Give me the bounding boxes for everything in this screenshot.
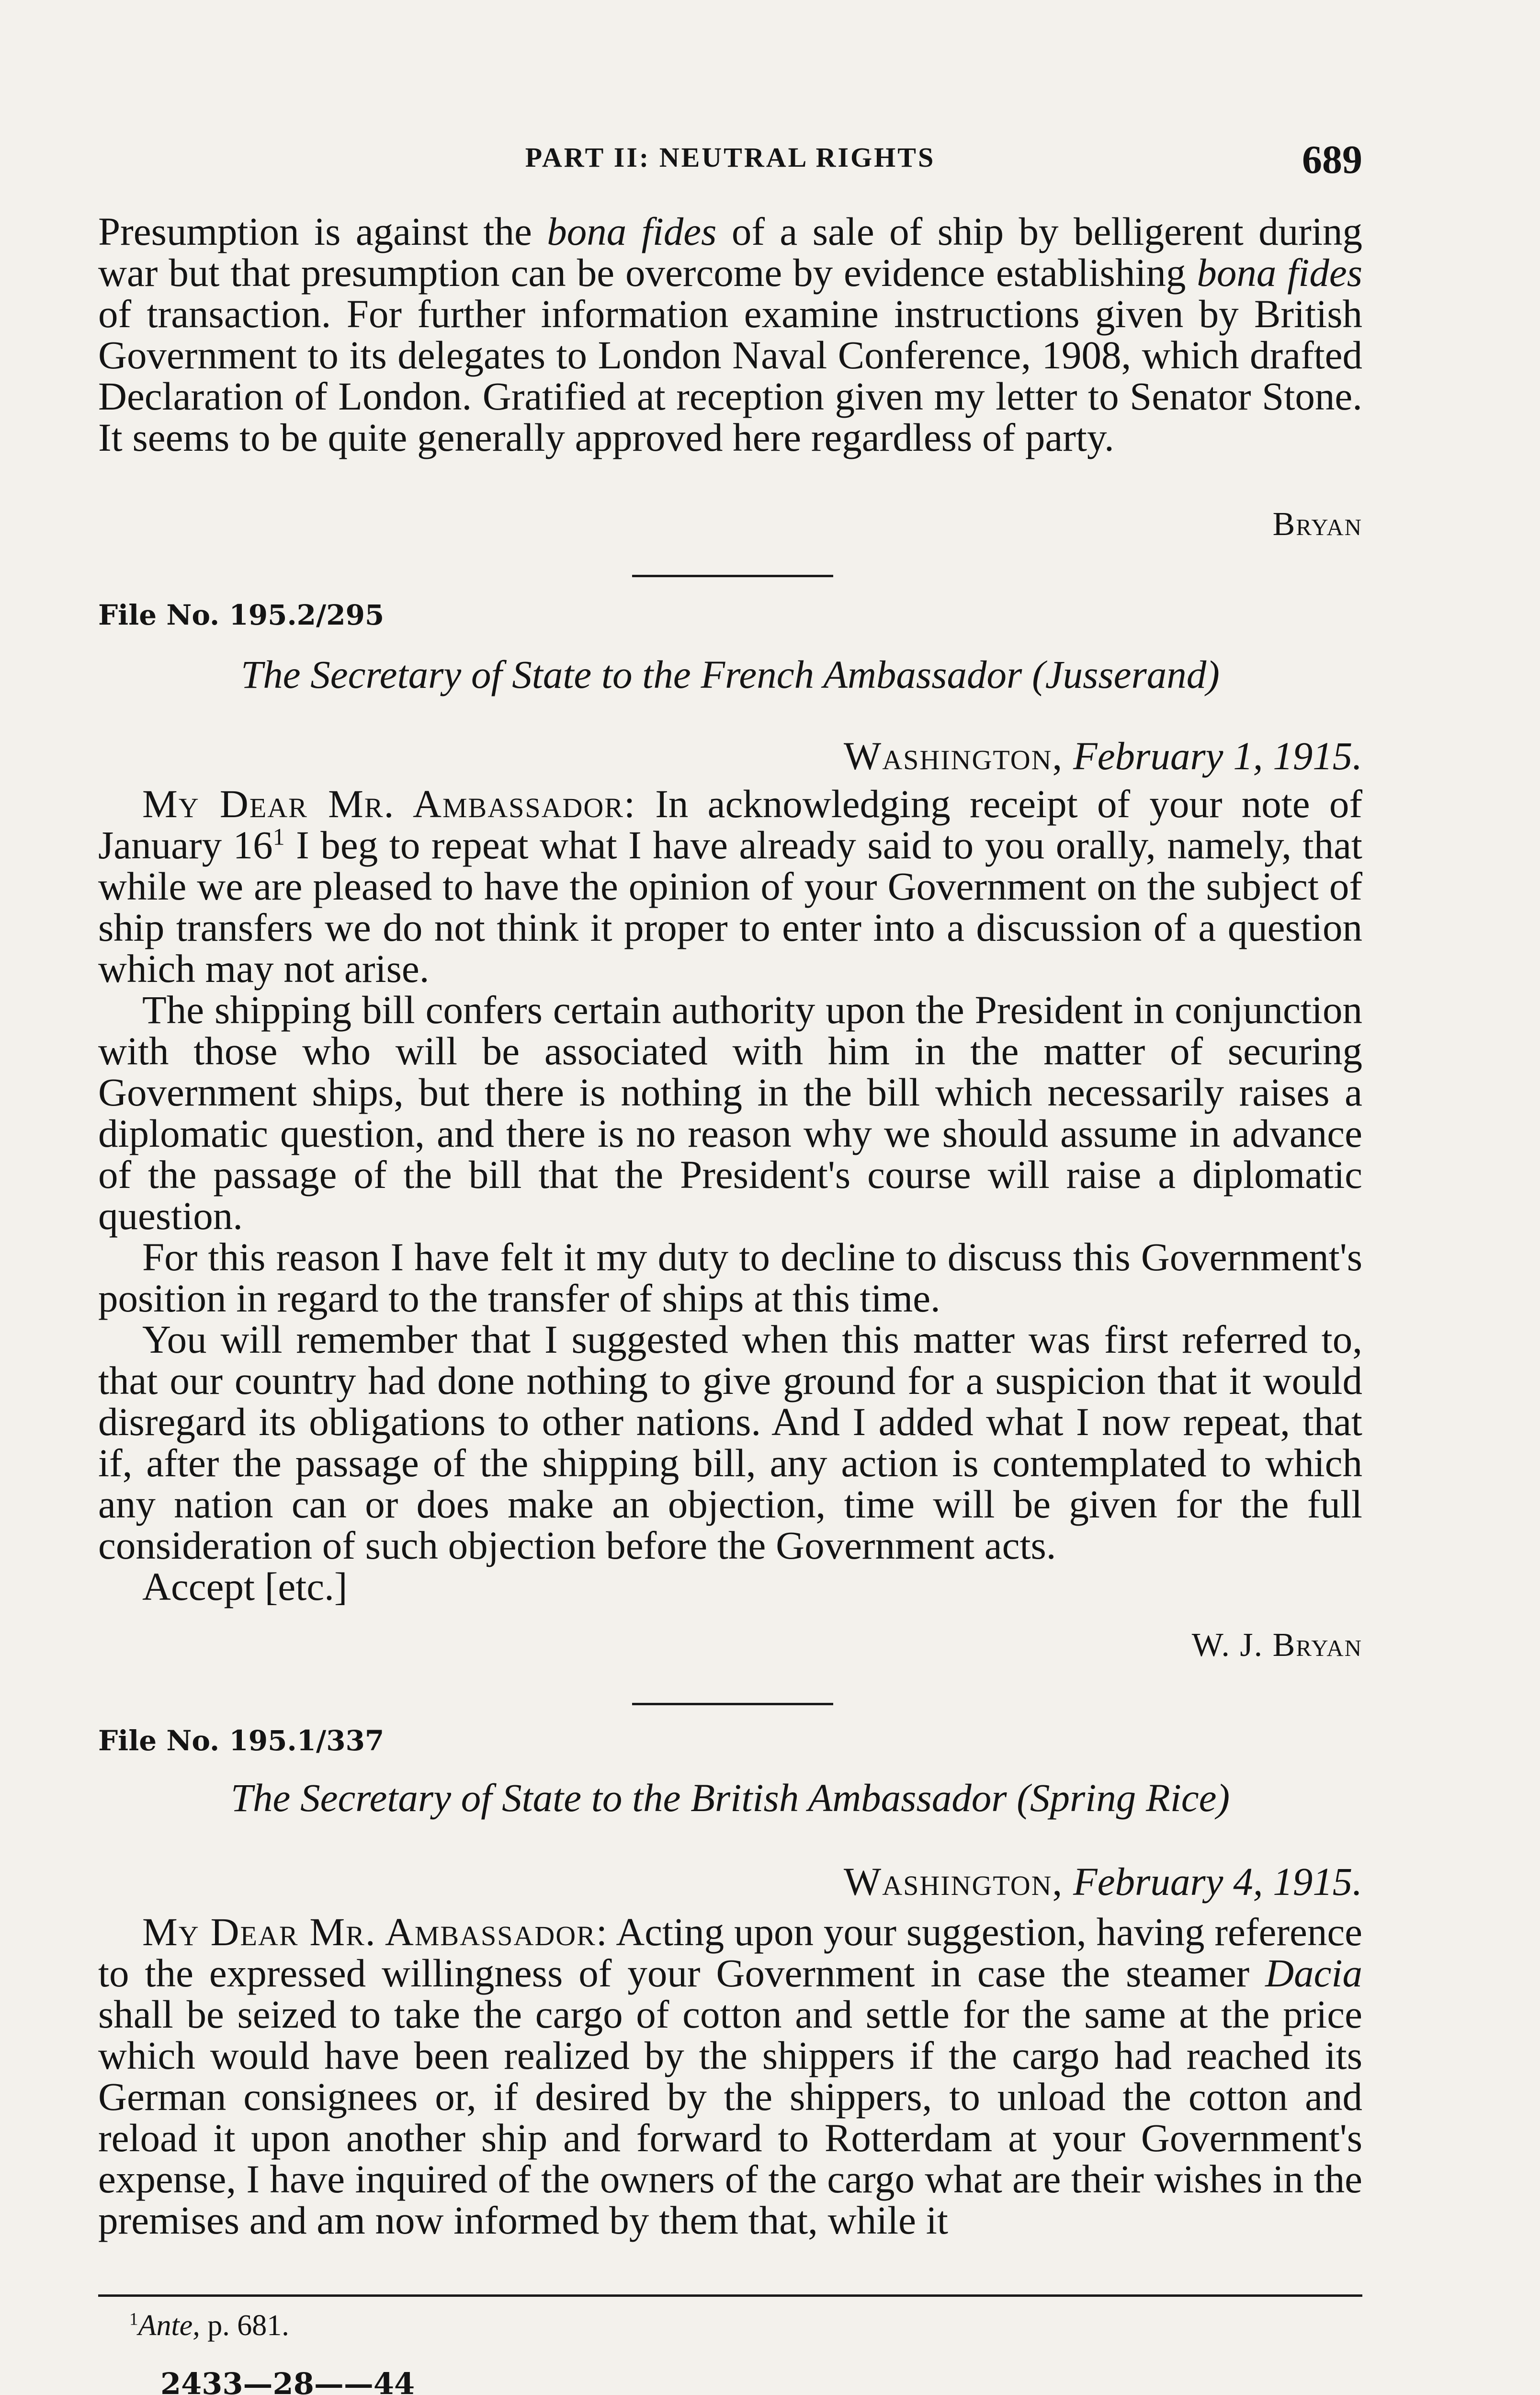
dateline (98, 733, 1362, 779)
paragraph-text: shall be seized to take the cargo of cotton and settle for the same at the price which would have been realized by the shippers if the cargo had reached its German consignees or, if desired by the shippers, to unload the cotton and reload it upon another ship and forward to Rotterdam at your Government's expense, I have inquired of the owners of the cargo what are their wishes in the premises and am now informed by them that, while it (98, 1992, 1362, 2242)
page-number: 689 (1302, 137, 1362, 182)
footnote-page: p. 681. (200, 2309, 289, 2342)
section-divider (632, 575, 833, 577)
running-head (98, 137, 1362, 180)
letter-paragraph (98, 1911, 1362, 2241)
letter-closing: Accept [etc.] (142, 1564, 348, 1608)
latin-term: bona fides (547, 209, 717, 253)
document-title: The Secretary of State to the British Ambassador (Spring Rice) (230, 1776, 1230, 1820)
print-code: 2433—28——44 (160, 2366, 415, 2395)
dateline-city: Washington, (843, 1859, 1064, 1904)
salutation: My Dear Mr. Ambassador: (142, 1910, 608, 1954)
letter-body (98, 1911, 1362, 2241)
file-number: File No. 195.1/337 (98, 1724, 385, 1757)
signature-text: Bryan (1272, 506, 1362, 543)
intro-signature (98, 505, 1362, 544)
signature-text: W. J. Bryan (1191, 1627, 1362, 1664)
letter-paragraph: For this reason I have felt it my duty to decline to discuss this Government's position in regard to the transfer of ships at this time. (98, 1235, 1362, 1320)
salutation: My Dear Mr. Ambassador: (142, 782, 636, 826)
footnote-rule (98, 2294, 1362, 2297)
dateline-date: February 1, 1915. (1073, 734, 1362, 778)
running-title: PART II: NEUTRAL RIGHTS (525, 142, 936, 173)
letter-paragraph (98, 783, 1362, 989)
file-number: File No. 195.2/295 (98, 599, 385, 631)
footnote-ref: Ante, (138, 2309, 200, 2342)
letter-body (98, 783, 1362, 1607)
letter-paragraph: You will remember that I suggested when this matter was first referred to, that our country had done nothing to give ground for a suspicion that it would disregard its obligations to other nations. And I added what I now repeat, that if, after the passage of the shipping bill, any action is contemplated to which any nation can or does make an objection, time will be given for the full consideration of such objection before the Government acts. (98, 1317, 1362, 1567)
ship-name: Dacia (1265, 1951, 1362, 1995)
paragraph-text: I beg to repeat what I have already said to you orally, namely, that while we are pleased to have the opinion of your Government on the subject of ship transfers we do not think it proper to enter into a discussion of a question which may not arise. (98, 823, 1362, 991)
footnote (129, 2309, 1393, 2343)
latin-term: bona fides (1197, 251, 1362, 295)
intro-paragraph: Presumption is against the bona fides of a sale of ship by belligerent during war but that presumption can be overcome by evidence establishing bona fides of transaction. For further information examine instructions given by British Government to its delegates to London Naval Conference, 1908, which drafted Declaration of London. Gratified at reception given my letter to Senator Stone. It seems to be quite generally approved here regardless of party. (98, 209, 1362, 459)
footnote-marker: 1 (272, 823, 285, 850)
paragraph-text: In acknowledging receipt of your note of January 16 (98, 782, 1362, 867)
section-divider (632, 1703, 833, 1705)
letter-paragraph: The shipping bill confers certain authority upon the President in conjunction with those who will be associated with him in the matter of securing Government ships, but there is nothing in the bill which necessarily raises a diplomatic question, and there is no reason why we should assume in advance of the passage of the bill that the President's course will raise a diplomatic question. (98, 988, 1362, 1238)
dateline-city: Washington, (843, 734, 1064, 778)
document-title: The Secretary of State to the French Ambassador (Jusserand) (241, 652, 1220, 696)
dateline (98, 1859, 1362, 1905)
letter-signature (98, 1626, 1362, 1665)
footnote-marker: 1 (129, 2309, 138, 2329)
dateline-date: February 4, 1915. (1073, 1859, 1362, 1904)
paragraph-text: Acting upon your suggestion, having reference to the expressed willingness of your Government in case the steamer (98, 1910, 1362, 1995)
